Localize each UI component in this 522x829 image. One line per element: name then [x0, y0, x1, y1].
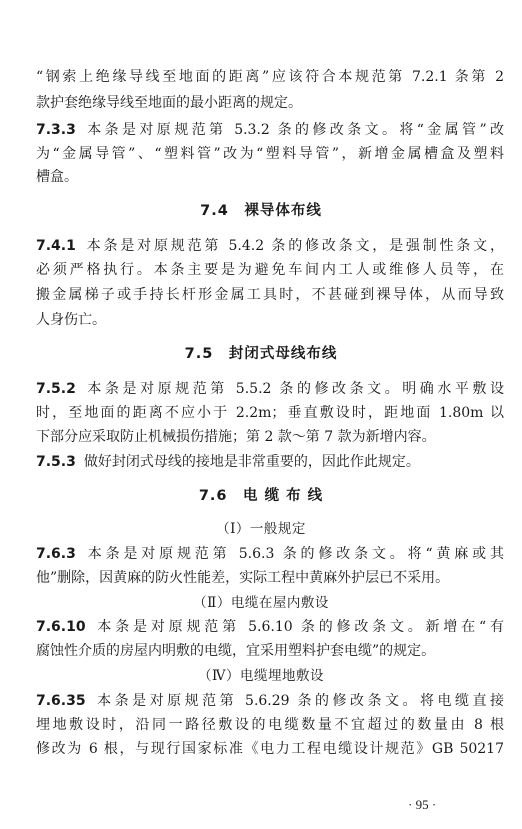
subsection-heading-general: （Ⅰ）一般规定: [216, 521, 306, 537]
text-line: 下部分应采取防止机械损伤措施；第 2 款～第 7 款为新增内容。: [36, 429, 436, 445]
section-number: 7.6.35: [36, 693, 86, 709]
text-line: 腐蚀性介质的房屋内明敷的电缆，宜采用塑料护套电缆”的规定。: [36, 643, 436, 659]
text-line: 槽盒。: [36, 169, 78, 185]
text-line: 本条是对原规范第 5.5.2 条的修改条文。明确水平敷设: [83, 381, 504, 397]
text-line: “钢索上绝缘导线至地面的距离”应该符合本规范第 7.2.1 条第 2: [36, 69, 504, 85]
text-line: 必须严格执行。本条主要是为避免车间内工人或维修人员等，在: [36, 262, 504, 278]
clause-7-6-35: [36, 690, 504, 712]
section-number: 7.5.2: [36, 381, 76, 397]
clause-7-3-3: [36, 119, 504, 141]
subsection-heading-indoor: （Ⅱ）电缆在屋内敷设: [193, 595, 329, 611]
clause-7-5-2: [36, 378, 504, 400]
text-line: 时，至地面的距离不应小于 2.2m；垂直敷设时，距地面 1.80m 以: [36, 405, 504, 421]
text-line: 本条是对原规范第 5.6.29 条的修改条文。将电缆直接: [93, 693, 504, 709]
section-heading-7-6: 7.6 电 缆 布 线: [198, 488, 324, 504]
text-line: 为“金属导管”、“塑料管”改为“塑料导管”，新增金属槽盒及塑料: [36, 146, 504, 162]
text-line: 搬金属梯子或手持长杆形金属工具时，不甚碰到裸导体，从而导致: [36, 287, 504, 303]
text-line: 他”删除，因黄麻的防火性能差，实际工程中黄麻外护层已不采用。: [36, 570, 450, 586]
text-line: 款护套绝缘导线至地面的最小距离的规定。: [36, 95, 302, 111]
text-line: 本条是对原规范第 5.6.3 条的修改条文。将“黄麻或其: [83, 546, 504, 562]
text-line: 本条是对原规范第 5.3.2 条的修改条文。将“金属管”改: [83, 122, 504, 138]
text-line: 修改为 6 根，与现行国家标准《电力工程电缆设计规范》GB 50217: [36, 741, 504, 757]
text-line: 人身伤亡。: [36, 312, 106, 328]
page-number: · 95 ·: [408, 797, 437, 812]
text-line: 本条是对原规范第 5.4.2 条的修改条文，是强制性条文，: [83, 238, 504, 254]
text-line: 埋地敷设时，沿同一路径敷设的电缆数量不宜超过的数量由 8 根: [36, 717, 504, 733]
section-number: 7.5.3: [36, 454, 76, 470]
clause-7-6-10: [36, 616, 504, 638]
clause-7-6-3: [36, 543, 504, 565]
section-heading-7-4: 7.4 裸导体布线: [200, 203, 322, 219]
clause-7-5-3: [36, 451, 504, 473]
clause-7-4-1: [36, 235, 504, 257]
section-number: 7.4.1: [36, 238, 76, 254]
subsection-heading-buried: （Ⅳ）电缆埋地敷设: [198, 668, 324, 684]
section-number: 7.3.3: [36, 122, 76, 138]
section-heading-7-5: 7.5 封闭式母线布线: [184, 346, 338, 362]
section-number: 7.6.10: [36, 619, 86, 635]
text-line: 做好封闭式母线的接地是非常重要的，因此作此规定。: [83, 454, 420, 470]
text-line: 本条是对原规范第 5.6.10 条的修改条文。新增在“有: [93, 619, 504, 635]
section-number: 7.6.3: [36, 546, 76, 562]
